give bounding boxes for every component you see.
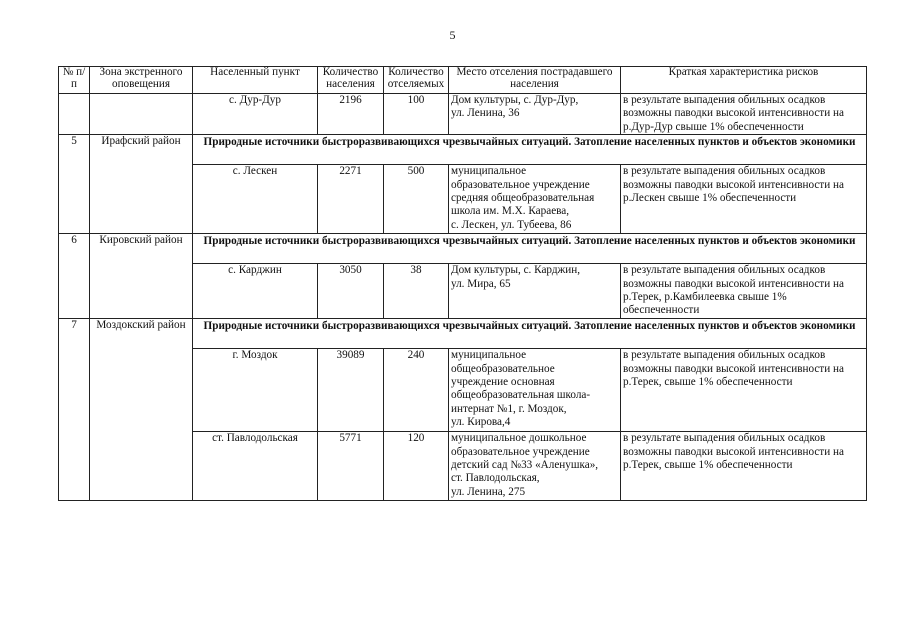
table-row: [59, 94, 867, 135]
evacuated-cell: 100: [384, 94, 449, 135]
risk-cell: в результате выпадения обильных осадков возможны паводки высокой интенсивности на р.Терек, свыше 1% обеспеченности: [621, 432, 867, 501]
evacuation-table: [58, 66, 867, 501]
evacuated-cell: 500: [384, 165, 449, 234]
risk-cell: в результате выпадения обильных осадков возможны паводки высокой интенсивности на р.Терек, свыше 1% обеспеченности: [621, 349, 867, 432]
relocation-place-cell: муниципальное общеобразовательное учреждение основная общеобразовательная школа- интернат №1, г. Моздок, ул. Кирова,4: [449, 349, 621, 432]
population-cell: 3050: [318, 264, 384, 319]
population-cell: 2196: [318, 94, 384, 135]
district-num: 7: [59, 319, 90, 501]
settlement-cell: с. Лескен: [193, 165, 318, 234]
district-name: Моздокский район: [90, 319, 193, 501]
zone-cell: [90, 94, 193, 135]
evacuated-cell: 240: [384, 349, 449, 432]
district-header-row: [59, 319, 867, 349]
district-header-row: [59, 234, 867, 264]
settlement-cell: с. Дур-Дур: [193, 94, 318, 135]
district-header-row: [59, 135, 867, 165]
hazard-description: Природные источники быстроразвивающихся чрезвычайных ситуаций. Затопление населенных пунктов и объектов экономики: [193, 135, 867, 165]
hazard-description: Природные источники быстроразвивающихся чрезвычайных ситуаций. Затопление населенных пунктов и объектов экономики: [193, 234, 867, 264]
risk-cell: в результате выпадения обильных осадков возможны паводки высокой интенсивности на р.Лескен свыше 1% обеспеченности: [621, 165, 867, 234]
district-num: 5: [59, 135, 90, 234]
population-cell: 2271: [318, 165, 384, 234]
evacuated-cell: 120: [384, 432, 449, 501]
settlement-cell: г. Моздок: [193, 349, 318, 432]
header-settlement: Населенный пункт: [193, 67, 318, 94]
page-number: 5: [449, 28, 456, 42]
risk-cell: в результате выпадения обильных осадков возможны паводки высокой интенсивности на р.Дур-Дур свыше 1% обеспеченности: [621, 94, 867, 135]
header-num: № п/п: [59, 67, 90, 94]
header-relocation-place: Место отселения пострадавшего населения: [449, 67, 621, 94]
relocation-place-cell: Дом культуры, с. Дур-Дур, ул. Ленина, 36: [449, 94, 621, 135]
num-cell: [59, 94, 90, 135]
evacuated-cell: 38: [384, 264, 449, 319]
population-cell: 5771: [318, 432, 384, 501]
hazard-description: Природные источники быстроразвивающихся чрезвычайных ситуаций. Затопление населенных пунктов и объектов экономики: [193, 319, 867, 349]
relocation-place-cell: муниципальное дошкольное образовательное учреждение детский сад №33 «Аленушка», ст. Павлодольская, ул. Ленина, 275: [449, 432, 621, 501]
population-cell: 39089: [318, 349, 384, 432]
district-name: Кировский район: [90, 234, 193, 319]
risk-cell: в результате выпадения обильных осадков возможны паводки высокой интенсивности на р.Терек, р.Камбилеевка свыше 1% обеспеченности: [621, 264, 867, 319]
settlement-cell: с. Карджин: [193, 264, 318, 319]
district-name: Ирафский район: [90, 135, 193, 234]
header-population: Количество населения: [318, 67, 384, 94]
header-zone: Зона экстренного оповещения: [90, 67, 193, 94]
table-header-row: [59, 67, 867, 94]
header-risk: Краткая характеристика рисков: [621, 67, 867, 94]
header-evacuated: Количество отселяемых: [384, 67, 449, 94]
relocation-place-cell: Дом культуры, с. Карджин, ул. Мира, 65: [449, 264, 621, 319]
district-num: 6: [59, 234, 90, 319]
settlement-cell: ст. Павлодольская: [193, 432, 318, 501]
relocation-place-cell: муниципальное образовательное учреждение средняя общеобразовательная школа им. М.Х. Караева, с. Лескен, ул. Тубеева, 86: [449, 165, 621, 234]
